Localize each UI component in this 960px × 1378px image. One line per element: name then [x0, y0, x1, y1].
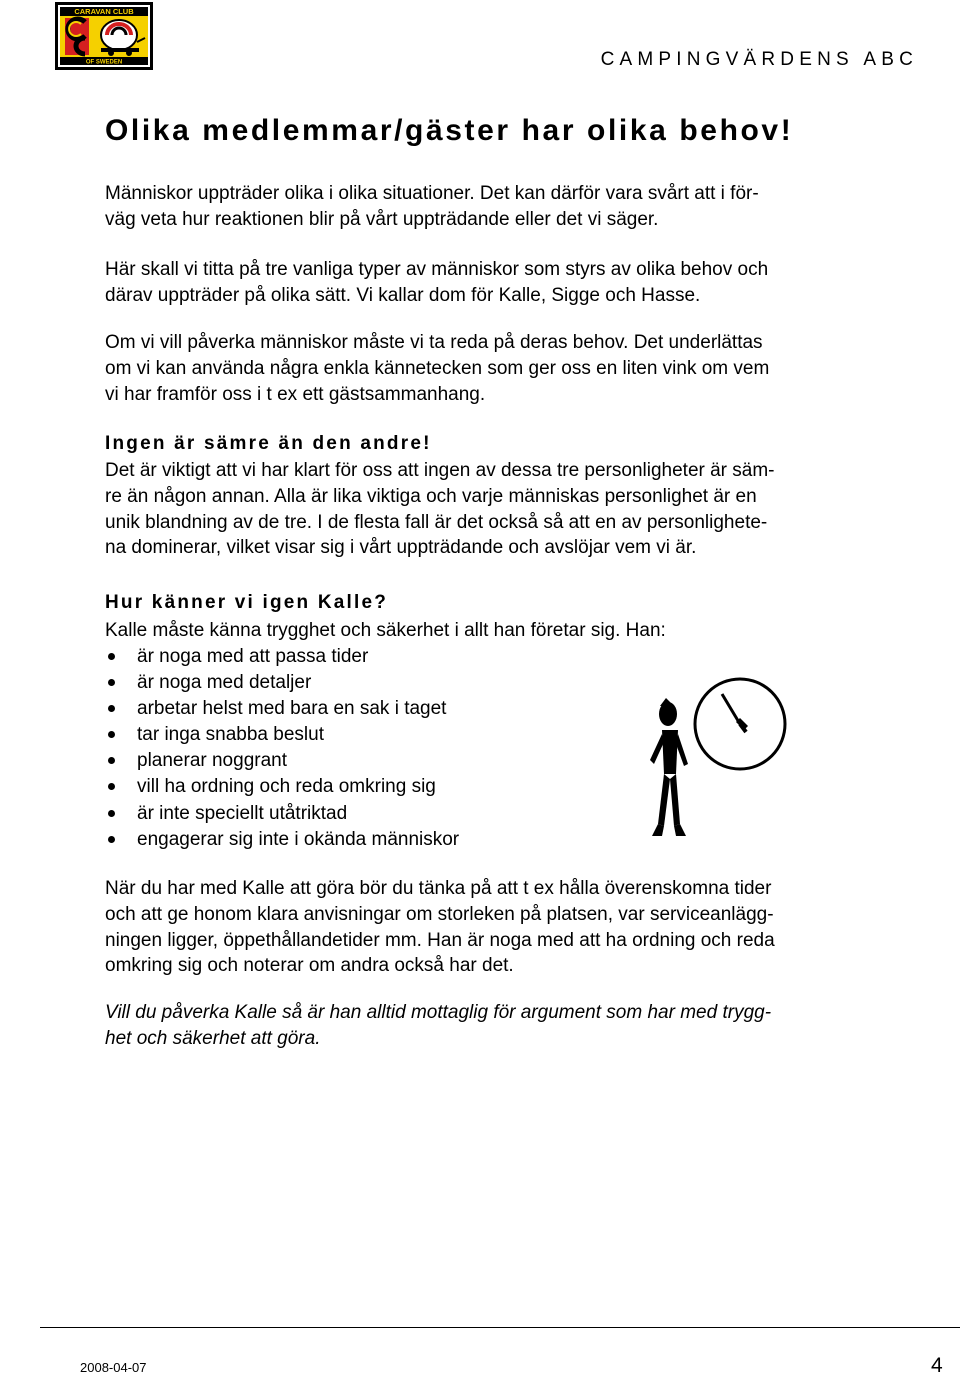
equality-line: re än någon annan. Alla är lika viktiga och varje människas personlighet är en — [105, 485, 757, 507]
kalle-advice-line: ningen ligger, öppethållandetider mm. Han är noga med att ha ordning och reda — [105, 929, 775, 951]
list-item — [105, 670, 459, 696]
logo-bottom-text: OF SWEDEN — [85, 59, 123, 66]
bullet-icon — [108, 810, 115, 817]
list-item — [105, 722, 459, 748]
list-item — [105, 827, 459, 853]
influence-line: Om vi vill påverka människor måste vi ta reda på deras behov. Det underlättas — [105, 332, 763, 353]
kalle-influence-line: het och säkerhet att göra. — [105, 1027, 321, 1049]
intro-paragraph — [105, 181, 875, 233]
kalle-traits-list — [105, 644, 459, 853]
list-item-text: tar inga snabba beslut — [137, 724, 324, 746]
kalle-advice-line: och att ge honom klara anvisningar om storleken på platsen, var serviceanlägg- — [105, 903, 774, 925]
bullet-icon — [108, 679, 115, 686]
kalle-advice-paragraph — [105, 876, 875, 979]
list-item — [105, 801, 459, 827]
kalle-advice-line: omkring sig och noterar om andra också har det. — [105, 955, 514, 977]
kalle-influence-line: Vill du påverka Kalle så är han alltid mottaglig för argument som har med trygg- — [105, 1002, 772, 1023]
types-paragraph — [105, 257, 875, 309]
influence-line: om vi kan använda några enkla kännetecken som ger oss en liten vink om vem — [105, 357, 770, 379]
list-item-text: arbetar helst med bara en sak i taget — [137, 698, 447, 720]
logo-top-text: CARAVAN CLUB — [74, 7, 134, 16]
list-item-text: är inte speciellt utåtriktad — [137, 802, 348, 824]
list-item-text: planerar noggrant — [137, 750, 287, 772]
list-item-text: vill ha ordning och reda omkring sig — [137, 776, 436, 798]
equality-line: na dominerar, vilket visar sig i vårt uppträdande och avslöjar vem vi är. — [105, 537, 697, 559]
influence-paragraph — [105, 330, 875, 407]
bullet-icon — [108, 705, 115, 712]
footer-date: 2008-04-07 — [80, 1360, 147, 1375]
bullet-icon — [108, 783, 115, 790]
kalle-intro-paragraph — [105, 618, 875, 644]
kalle-influence-paragraph — [105, 1000, 875, 1052]
list-item-text: är noga med att passa tider — [137, 646, 369, 667]
bullet-icon — [108, 757, 115, 764]
list-item — [105, 644, 459, 670]
subheading-kalle: Hur känner vi igen Kalle? — [105, 592, 389, 613]
person-clock-figure — [640, 664, 790, 854]
list-item — [105, 774, 459, 800]
footer-divider — [40, 1327, 960, 1328]
equality-line: unik blandning av de tre. I de flesta fall är det också så att en av personlighete- — [105, 511, 768, 533]
list-item — [105, 696, 459, 722]
page-number: 4 — [931, 1354, 943, 1377]
bullet-icon — [108, 731, 115, 738]
subheading-equality: Ingen är sämre än den andre! — [105, 433, 432, 454]
types-line: Här skall vi titta på tre vanliga typer av människor som styrs av olika behov och — [105, 259, 769, 280]
equality-line: Det är viktigt att vi har klart för oss att ingen av dessa tre personligheter är säm- — [105, 460, 775, 481]
list-item-text: är noga med detaljer — [137, 672, 312, 694]
bullet-icon — [108, 836, 115, 843]
equality-paragraph — [105, 458, 875, 561]
bullet-icon — [108, 653, 115, 660]
intro-line: Människor uppträder olika i olika situationer. Det kan därför vara svårt att i för- — [105, 183, 759, 204]
page-title: Olika medlemmar/gäster har olika behov! — [105, 114, 794, 147]
types-line: därav uppträder på olika sätt. Vi kallar dom för Kalle, Sigge och Hasse. — [105, 284, 701, 306]
kalle-advice-line: När du har med Kalle att göra bör du tänka på att t ex hålla överenskomna tider — [105, 878, 772, 899]
kalle-intro-line: Kalle måste känna trygghet och säkerhet i allt han företar sig. Han: — [105, 620, 666, 641]
list-item-text: engagerar sig inte i okända människor — [137, 828, 460, 850]
header-title: CAMPINGVÄRDENS ABC — [600, 49, 918, 70]
list-item — [105, 748, 459, 774]
caravan-club-logo — [55, 2, 153, 70]
intro-line: väg veta hur reaktionen blir på vårt uppträdande eller det vi säger. — [105, 208, 659, 230]
influence-line: vi har framför oss i t ex ett gästsammanhang. — [105, 383, 486, 405]
